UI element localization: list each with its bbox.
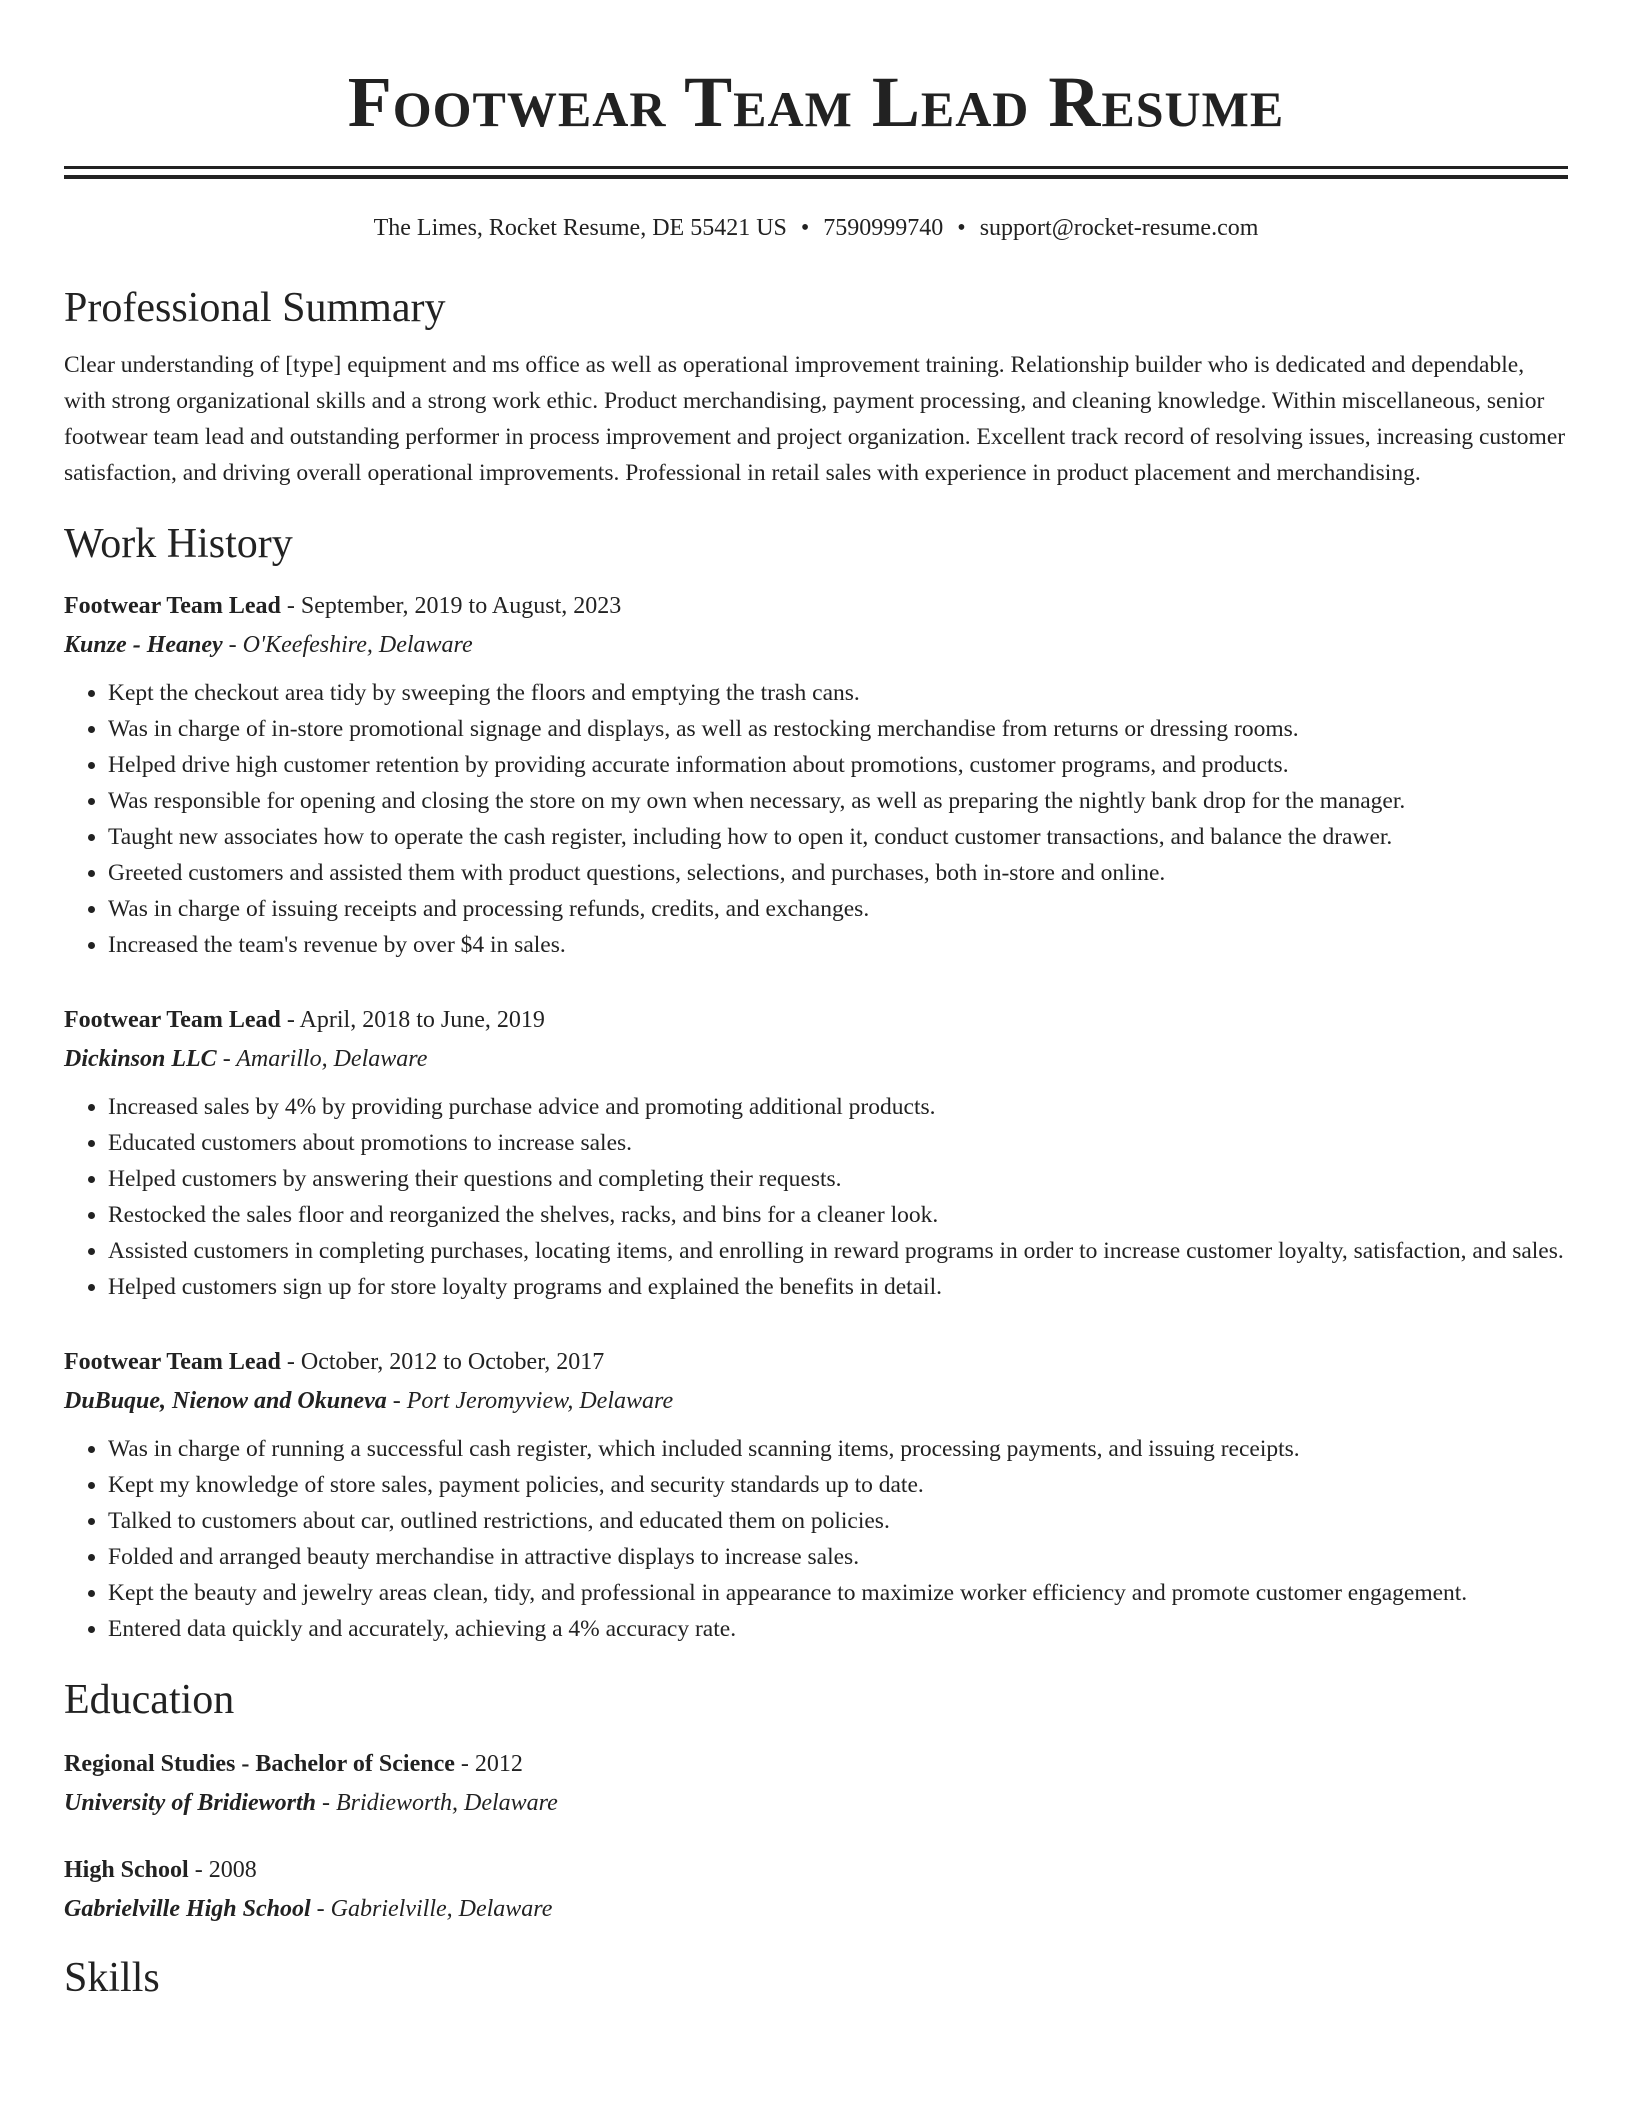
degree-line	[64, 1851, 1568, 1889]
school-name: Gabrielville High School	[64, 1896, 311, 1922]
employer-location: - Port Jeromyview, Delaware	[386, 1388, 674, 1414]
contact-separator: •	[957, 215, 966, 241]
job-bullet: • Assisted customers in completing purchases, locating items, and enrolling in reward programs in order to increase customer loyalty, satisfaction, and sales.	[108, 1233, 1568, 1269]
summary-text: Clear understanding of [type] equipment and ms office as well as operational improvement training. Relationship builder who is dedicated and dependable, with strong organizational skills and a strong work ethic. Product merchandising, payment processing, and cleaning knowledge. Within miscellaneous, senior footwear team lead and outstanding performer in process improvement and project organization. Excellent track record of resolving issues, increasing customer satisfaction, and driving overall operational improvements. Professional in retail sales with experience in product placement and merchandising.	[64, 352, 1566, 486]
skills-heading: Skills	[64, 1955, 160, 2001]
job-bullet: • Educated customers about promotions to increase sales.	[108, 1125, 1568, 1161]
job-bullet: • Kept the checkout area tidy by sweeping the floors and emptying the trash cans.	[108, 675, 1568, 711]
contact-address: The Limes, Rocket Resume, DE 55421 US	[373, 215, 787, 241]
school-location: - Bridieworth, Delaware	[316, 1790, 558, 1816]
education-entry	[64, 1851, 1568, 1929]
title-divider-top	[64, 166, 1568, 169]
job-title-line	[64, 1001, 1568, 1039]
job-entry	[64, 1343, 1568, 1647]
job-bullet: • Was in charge of in-store promotional signage and displays, as well as restocking merchandise from returns or dressing rooms.	[108, 711, 1568, 747]
school-line	[64, 1889, 1568, 1929]
job-bullet: • Entered data quickly and accurately, achieving a 4% accuracy rate.	[108, 1611, 1568, 1647]
job-title-line	[64, 587, 1568, 625]
resume-title: Footwear Team Lead Resume	[347, 62, 1285, 142]
job-bullet: • Was in charge of issuing receipts and processing refunds, credits, and exchanges.	[108, 891, 1568, 927]
job-title: Footwear Team Lead	[64, 1349, 281, 1375]
job-bullet: • Increased the team's revenue by over $4 in sales.	[108, 927, 1568, 963]
degree-line	[64, 1745, 1568, 1783]
job-title-line	[64, 1343, 1568, 1381]
job-bullet: • Helped drive high customer retention by providing accurate information about promotions, customer programs, and products.	[108, 747, 1568, 783]
degree-year: - 2012	[454, 1751, 523, 1777]
employer-location: - Amarillo, Delaware	[216, 1046, 428, 1072]
job-entry	[64, 587, 1568, 963]
degree-name: Regional Studies - Bachelor of Science	[64, 1751, 455, 1777]
job-bullet: • Was responsible for opening and closing the store on my own when necessary, as well as preparing the nightly bank drop for the manager.	[108, 783, 1568, 819]
job-bullet: • Helped customers by answering their questions and completing their requests.	[108, 1161, 1568, 1197]
contact-phone: 7590999740	[823, 215, 944, 241]
contact-line	[64, 213, 1568, 243]
school-name: University of Bridieworth	[64, 1790, 317, 1816]
job-bullets	[64, 1431, 1568, 1647]
job-bullets	[64, 1089, 1568, 1305]
employer-line	[64, 1039, 1568, 1079]
employer-line	[64, 625, 1568, 665]
resume-page	[64, 0, 1568, 2003]
job-dates: - October, 2012 to October, 2017	[280, 1349, 605, 1375]
job-bullet: • Greeted customers and assisted them with product questions, selections, and purchases, both in-store and online.	[108, 855, 1568, 891]
job-bullet: • Was in charge of running a successful cash register, which included scanning items, processing payments, and issuing receipts.	[108, 1431, 1568, 1467]
title-divider-bottom	[64, 175, 1568, 179]
job-title: Footwear Team Lead	[64, 593, 281, 619]
job-dates: - September, 2019 to August, 2023	[280, 593, 622, 619]
job-bullet: • Kept the beauty and jewelry areas clean, tidy, and professional in appearance to maximize worker efficiency and promote customer engagement.	[108, 1575, 1568, 1611]
work-history-heading: Work History	[64, 521, 293, 567]
employer-name: Kunze - Heaney	[64, 632, 223, 658]
degree-year: - 2008	[188, 1857, 257, 1883]
contact-email: support@rocket-resume.com	[979, 215, 1259, 241]
education-heading: Education	[64, 1677, 235, 1723]
employer-name: DuBuque, Nienow and Okuneva	[64, 1388, 387, 1414]
job-bullet: • Restocked the sales floor and reorganized the shelves, racks, and bins for a cleaner look.	[108, 1197, 1568, 1233]
job-entry	[64, 1001, 1568, 1305]
education-entry	[64, 1745, 1568, 1823]
employer-name: Dickinson LLC	[64, 1046, 217, 1072]
job-bullet: • Kept my knowledge of store sales, payment policies, and security standards up to date.	[108, 1467, 1568, 1503]
degree-name: High School	[64, 1857, 189, 1883]
job-bullets	[64, 675, 1568, 963]
summary-heading: Professional Summary	[64, 285, 446, 331]
school-line	[64, 1783, 1568, 1823]
job-dates: - April, 2018 to June, 2019	[280, 1007, 545, 1033]
job-bullet: • Helped customers sign up for store loyalty programs and explained the benefits in detail.	[108, 1269, 1568, 1305]
job-bullet: • Talked to customers about car, outlined restrictions, and educated them on policies.	[108, 1503, 1568, 1539]
employer-location: - O'Keefeshire, Delaware	[222, 632, 473, 658]
contact-separator: •	[800, 215, 810, 241]
job-title: Footwear Team Lead	[64, 1007, 281, 1033]
job-bullet: • Taught new associates how to operate the cash register, including how to open it, conduct customer transactions, and balance the drawer.	[108, 819, 1568, 855]
job-bullet: • Increased sales by 4% by providing purchase advice and promoting additional products.	[108, 1089, 1568, 1125]
employer-line	[64, 1381, 1568, 1421]
school-location: - Gabrielville, Delaware	[310, 1896, 553, 1922]
job-bullet: • Folded and arranged beauty merchandise in attractive displays to increase sales.	[108, 1539, 1568, 1575]
